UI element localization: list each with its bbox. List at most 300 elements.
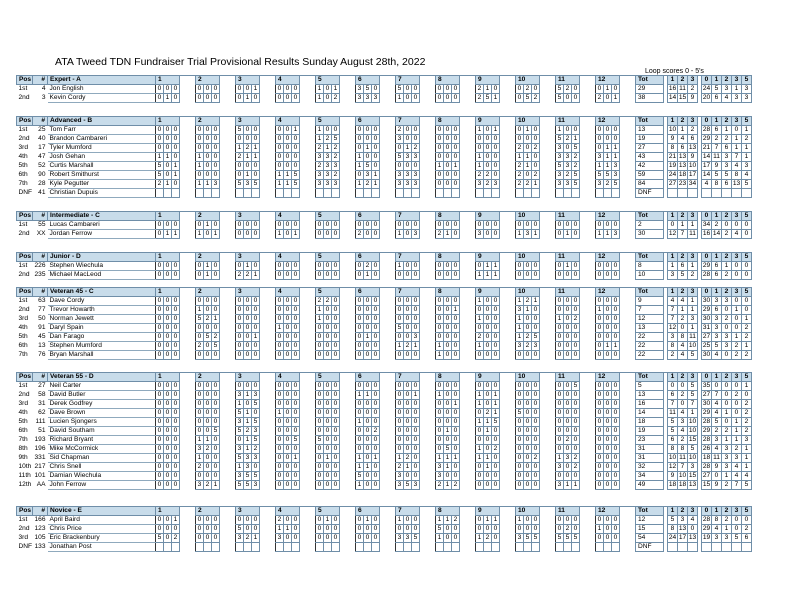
lap-score: 1 [444,481,452,490]
lap-score: 0 [244,333,252,342]
lap-score: 0 [164,162,172,171]
lap-score: 0 [372,418,380,427]
lap-score: 1 [572,481,580,490]
spacer [180,445,196,454]
lap-score: 1 [196,180,204,189]
lap-score: 0 [292,516,300,525]
lap-score: 0 [604,126,612,135]
spacer [580,324,596,333]
lap-score: 0 [292,94,300,103]
lap-score: 0 [164,333,172,342]
spacer [300,454,316,463]
spacer [300,117,316,126]
lap-score: 0 [284,126,292,135]
lap-score [196,189,204,198]
lap-score: 0 [292,262,300,271]
lap-score: 0 [596,342,604,351]
lap-score: 0 [244,382,252,391]
lap-score: 0 [324,427,332,436]
lap-score: 0 [356,324,364,333]
lap-score: 0 [276,144,284,153]
rider-name: Daryl Spain [48,324,156,333]
lap-score: 0 [252,171,260,180]
spacer [620,76,636,85]
fives-count: 8 [732,171,742,180]
lap-score: 0 [436,126,444,135]
total-score: 19 [636,427,664,436]
lap-score: 0 [436,333,444,342]
spacer [540,230,556,239]
section-header: 1 [156,373,180,382]
spacer [220,324,236,333]
total-score: 10 [636,271,664,280]
lap-score: 0 [252,525,260,534]
lap-score: 0 [196,271,204,280]
lap-score: 3 [492,180,500,189]
spacer [420,324,436,333]
spacer [580,76,596,85]
total-score: 9 [636,297,664,306]
lap-score: 0 [524,525,532,534]
lap-score: 0 [372,409,380,418]
lap-score: 0 [476,262,484,271]
lap-score: 0 [372,262,380,271]
lap-score: 0 [164,418,172,427]
lap-score: 0 [572,400,580,409]
spacer [340,324,356,333]
lap-score: 0 [156,481,164,490]
lap-score: 0 [276,436,284,445]
lap-score: 3 [196,445,204,454]
lap-score: 0 [284,391,292,400]
lap-score: 0 [316,525,324,534]
lap-score: 0 [604,472,612,481]
lap-score: 1 [196,306,204,315]
lap-score [364,189,372,198]
spacer [500,153,516,162]
lap-score: 5 [412,534,420,543]
spacer [220,543,236,552]
lap-score: 0 [412,221,420,230]
section-header: 6 [356,373,380,382]
lap-score [236,543,244,552]
lap-score: 0 [604,418,612,427]
loop-score: 2 [688,271,698,280]
spacer [180,288,196,297]
spacer [420,221,436,230]
section-header: 8 [436,212,460,221]
lap-score: 0 [204,85,212,94]
lap-score: 0 [276,126,284,135]
spacer [500,463,516,472]
spacer [300,400,316,409]
loop-scores-header: Loop scores 0 - 5's [645,68,704,75]
lap-score: 0 [156,445,164,454]
section-header: 6 [356,117,380,126]
lap-score: 0 [316,400,324,409]
lap-score: 1 [484,454,492,463]
spacer [380,306,396,315]
lap-score: 0 [156,342,164,351]
total-score: 27 [636,144,664,153]
section-header: 5 [316,507,340,516]
lap-score: 0 [412,126,420,135]
bib-number: 331 [34,454,46,461]
lap-score: 0 [292,153,300,162]
lap-score: 0 [364,436,372,445]
lap-score [156,189,164,198]
lap-score: 0 [236,221,244,230]
spacer [260,126,276,135]
loop-score: 7 [668,306,678,315]
spacer [580,409,596,418]
lap-score: 0 [524,454,532,463]
lap-score: 1 [612,94,620,103]
lap-score: 0 [372,144,380,153]
spacer [340,534,356,543]
lap-score: 0 [612,418,620,427]
spacer [380,382,396,391]
lap-score: 0 [564,382,572,391]
fives-count: 6 [722,144,732,153]
lap-score: 0 [596,481,604,490]
lap-score: 0 [484,153,492,162]
lap-score: 3 [316,153,324,162]
spacer [580,162,596,171]
lap-score: 3 [412,333,420,342]
spacer [340,409,356,418]
spacer [340,221,356,230]
spacer [500,297,516,306]
spacer [620,85,636,94]
fives-count: 11 [713,153,720,160]
lap-score: 0 [372,271,380,280]
lap-score: 0 [164,454,172,463]
position: 2nd [18,271,30,278]
lap-score: 0 [556,351,564,360]
lap-score: 0 [564,324,572,333]
lap-score: 0 [156,351,164,360]
lap-score: 0 [364,427,372,436]
spacer [260,221,276,230]
lap-score: 0 [564,333,572,342]
rider-name: David Butler [48,391,156,400]
lap-score: 1 [476,162,484,171]
section-header: 2 [196,117,220,126]
fives-header: 1 [712,288,722,297]
bib-number: 4 [41,85,46,93]
fives-count: 28 [702,463,711,470]
lap-score: 0 [196,94,204,103]
bib-number: 51 [38,427,46,434]
lap-score: 0 [372,315,380,324]
spacer [300,180,316,189]
lap-score [452,189,460,198]
spacer [460,221,476,230]
lap-score: 0 [276,333,284,342]
spacer [260,94,276,103]
spacer [420,516,436,525]
spacer [460,117,476,126]
lap-score: 0 [564,144,572,153]
loop-score [678,543,688,552]
lap-score [444,543,452,552]
fives-count: 0 [742,271,752,280]
spacer [340,94,356,103]
loop-score: 2 [688,126,698,135]
lap-score: 5 [572,171,580,180]
lap-score: 0 [252,306,260,315]
lap-score: 3 [412,481,420,490]
lap-score: 0 [204,144,212,153]
lap-score: 0 [236,135,244,144]
lap-score [364,543,372,552]
spacer [620,117,636,126]
lap-score: 0 [196,516,204,525]
lap-score: 0 [596,400,604,409]
lap-score: 1 [172,230,180,239]
lap-score: 0 [364,481,372,490]
lap-score: 0 [612,85,620,94]
bib-number: 58 [38,391,46,398]
table-row [17,391,752,400]
lap-score [444,189,452,198]
lap-score: 0 [284,516,292,525]
fives-count: 4 [722,94,732,103]
fives-count: 0 [732,126,742,135]
lap-score: 1 [452,162,460,171]
lap-score: 0 [356,445,364,454]
total-header: Tot [636,373,664,382]
position: 7th [18,180,28,187]
lap-score: 0 [276,297,284,306]
lap-score [564,189,572,198]
lap-score: 0 [556,271,564,280]
lap-score: 0 [252,135,260,144]
lap-score: 0 [244,525,252,534]
spacer [180,391,196,400]
lap-score: 0 [452,221,460,230]
loop-score: 2 [688,85,698,94]
lap-score: 3 [356,85,364,94]
spacer [460,525,476,534]
section-header: 2 [196,507,220,516]
lap-score: 5 [604,171,612,180]
spacer [220,472,236,481]
lap-score: 2 [396,126,404,135]
total-score: 15 [636,525,664,534]
lap-score: 2 [564,135,572,144]
spacer [500,516,516,525]
lap-score: 0 [332,516,340,525]
lap-score: 0 [204,534,212,543]
spacer [300,481,316,490]
spacer [300,262,316,271]
spacer [180,481,196,490]
lap-score: 3 [324,180,332,189]
bib-number: 13 [38,342,46,349]
lap-score: 0 [444,333,452,342]
lap-score: 2 [204,445,212,454]
loop-score: 3 [668,271,678,280]
lap-score: 1 [324,144,332,153]
lap-score: 0 [444,315,452,324]
lap-score: 0 [156,315,164,324]
lap-score: 0 [532,481,540,490]
rider-name: Chris Price [48,525,156,534]
spacer [380,472,396,481]
rider-name: Robert Smithurst [48,171,156,180]
spacer [380,94,396,103]
table-row [17,543,752,552]
spacer [420,507,436,516]
spacer [420,534,436,543]
lap-score: 0 [172,135,180,144]
lap-score: 3 [412,230,420,239]
position: 1st [18,221,28,229]
lap-score: 0 [252,162,260,171]
spacer [340,288,356,297]
lap-score: 0 [476,516,484,525]
loop-score: 18 [668,481,677,488]
lap-score: 0 [532,463,540,472]
fives-count: 3 [722,534,732,543]
section-header: 4 [276,253,300,262]
lap-score: 0 [164,262,172,271]
class-name: Advanced - B [48,117,156,126]
spacer [580,543,596,552]
lap-score: 0 [236,342,244,351]
spacer [380,409,396,418]
spacer [500,212,516,221]
spacer [500,507,516,516]
lap-score: 3 [596,153,604,162]
fives-count: 0 [732,324,742,333]
lap-score: 0 [292,271,300,280]
lap-score: 0 [596,534,604,543]
spacer [340,144,356,153]
fives-count: 16 [702,230,711,237]
lap-score: 0 [332,534,340,543]
spacer [180,262,196,271]
spacer [500,472,516,481]
lap-score: 0 [556,445,564,454]
spacer [220,135,236,144]
lap-score: 0 [332,445,340,454]
rider-name: Curtis Marshall [48,162,156,171]
table-row [17,436,752,445]
loop-score: 10 [688,454,697,461]
lap-score: 0 [612,534,620,543]
section-header: 2 [196,253,220,262]
lap-score: 0 [236,262,244,271]
lap-score: 0 [564,472,572,481]
loop-score: 1 [678,306,688,315]
spacer [620,221,636,230]
table-row [17,189,752,198]
lap-score: 1 [212,481,220,490]
lap-score: 0 [284,333,292,342]
lap-score: 2 [404,342,412,351]
loop-score: 13 [678,162,687,169]
fives-header: 0 [702,288,712,297]
spacer [340,507,356,516]
lap-score: 0 [252,126,260,135]
loop-score: 7 [678,463,688,472]
lap-score: 0 [276,445,284,454]
spacer [620,144,636,153]
spacer [380,144,396,153]
lap-score: 2 [404,454,412,463]
lap-score: 0 [492,525,500,534]
lap-score: 0 [212,525,220,534]
rider-name: Dan Farago [48,333,156,342]
lap-score: 2 [412,144,420,153]
lap-score: 5 [444,445,452,454]
lap-score: 0 [212,418,220,427]
lap-score: 0 [156,400,164,409]
spacer [580,253,596,262]
fives-count: 2 [732,351,742,360]
lap-score: 0 [396,162,404,171]
lap-score [164,189,172,198]
fives-count: 0 [722,382,732,391]
lap-score: 3 [612,171,620,180]
lap-score: 1 [476,454,484,463]
spacer [580,534,596,543]
lap-score: 0 [436,262,444,271]
spacer [460,153,476,162]
lap-score: 0 [516,472,524,481]
lap-score: 0 [452,436,460,445]
spacer [220,351,236,360]
lap-score: 0 [612,454,620,463]
spacer [620,171,636,180]
total-score: 32 [636,463,664,472]
lap-score: 1 [484,516,492,525]
total-score: 84 [636,180,664,189]
lap-score: 0 [572,85,580,94]
spacer [500,230,516,239]
section-header: 6 [356,212,380,221]
lap-score: 0 [156,306,164,315]
fives-count: 1 [722,126,732,135]
section-header: 8 [436,288,460,297]
lap-score: 3 [532,342,540,351]
fives-count: 3 [712,324,722,333]
lap-score [532,543,540,552]
lap-score: 0 [364,445,372,454]
lap-score: 0 [276,262,284,271]
lap-score: 0 [164,297,172,306]
lap-score: 0 [324,333,332,342]
lap-score: 0 [332,409,340,418]
lap-score: 0 [572,436,580,445]
lap-score: 0 [324,534,332,543]
spacer [340,85,356,94]
rider-name: Sid Chapman [48,454,156,463]
lap-score: 0 [244,516,252,525]
total-score: 19 [636,135,664,144]
spacer [340,351,356,360]
fives-count: 3 [742,94,752,103]
bib-number: AA [36,481,46,488]
lap-score: 0 [316,230,324,239]
lap-score: 0 [404,382,412,391]
lap-score: 0 [212,271,220,280]
lap-score: 2 [252,445,260,454]
lap-score: 0 [492,472,500,481]
